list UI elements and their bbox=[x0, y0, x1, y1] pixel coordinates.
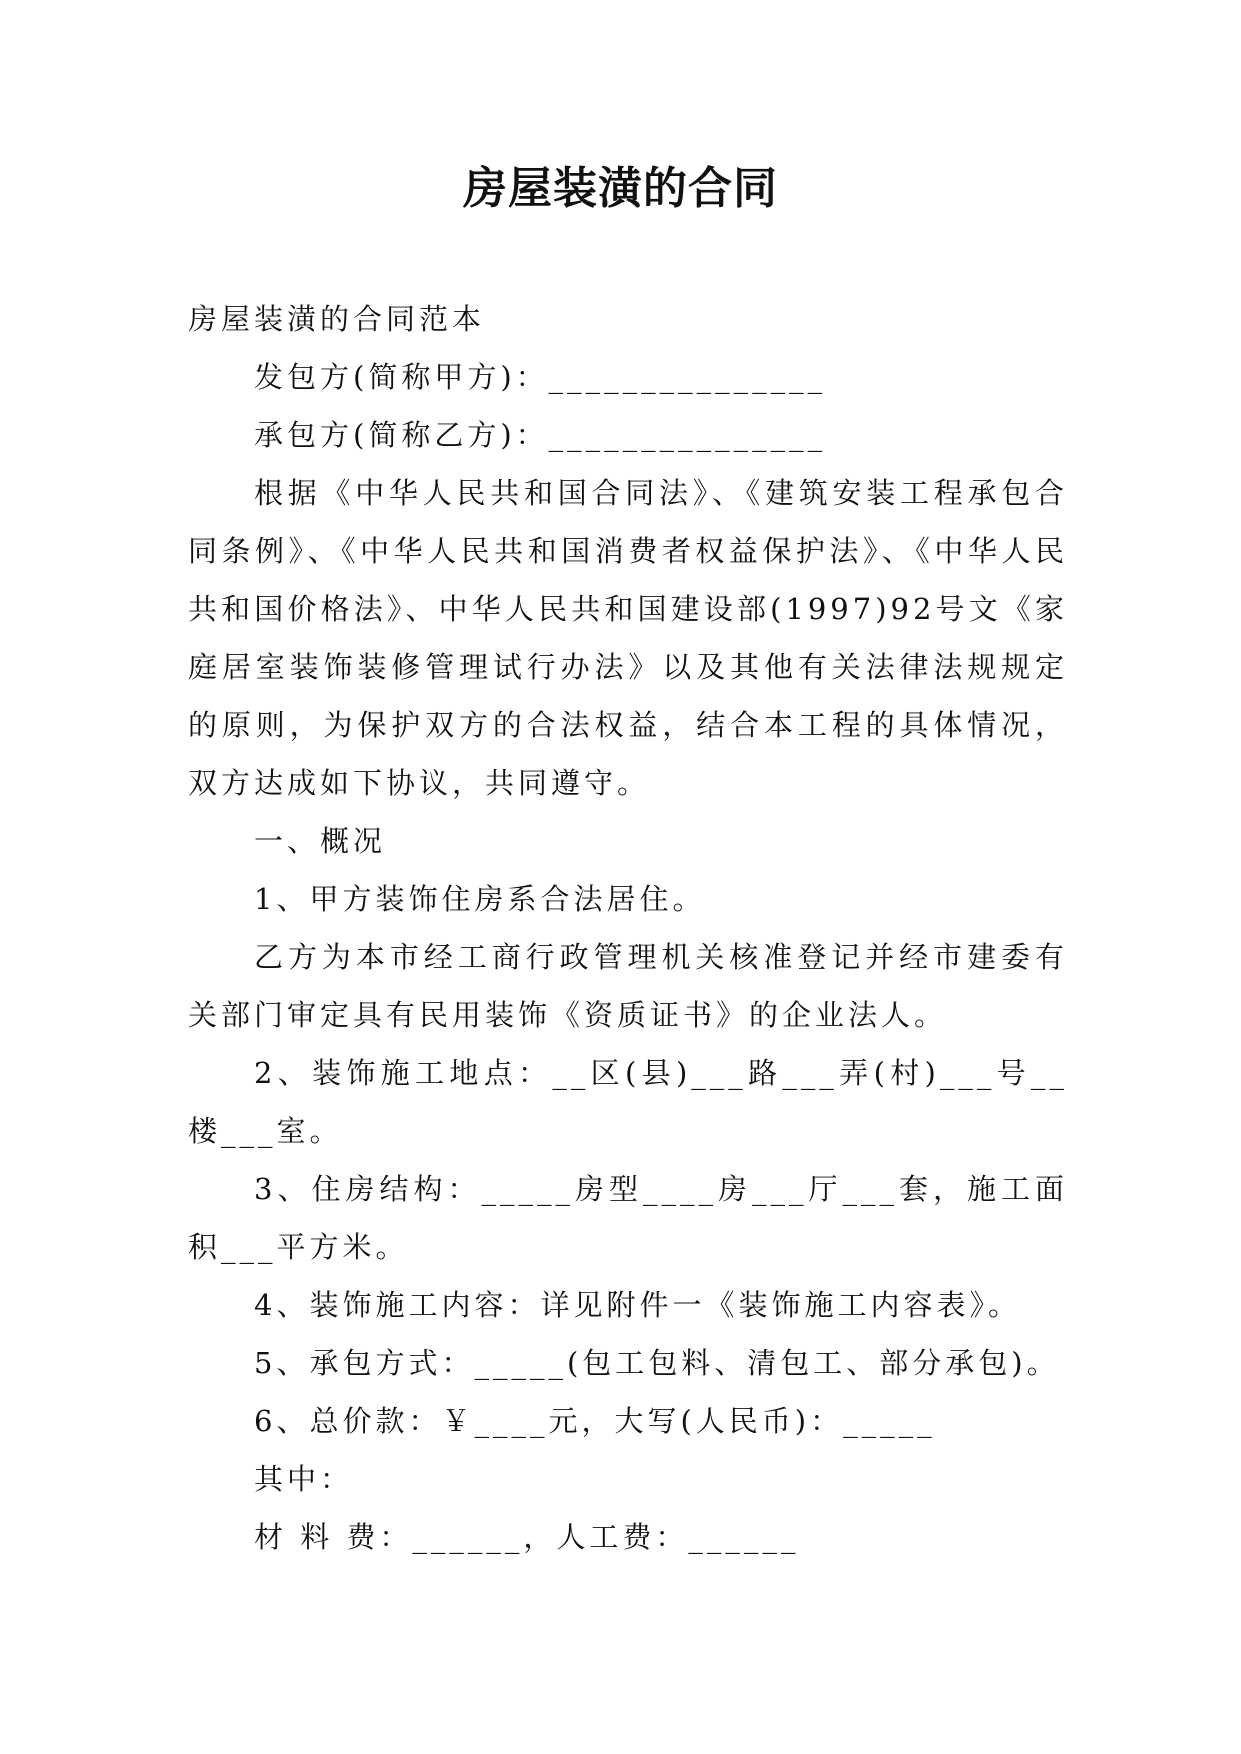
paragraph: 房屋装潢的合同范本 bbox=[188, 302, 486, 336]
paragraph: 发包方(简称甲方)：_______________ bbox=[254, 360, 827, 394]
paragraph: 5、承包方式：_____(包工包料、清包工、部分承包)。 bbox=[254, 1346, 1060, 1380]
paragraph: 乙方为本市经工商行政管理机关核准登记并经市建委有关部门审定具有民用装饰《资质证书》的企业法人。 bbox=[188, 940, 1068, 1032]
paragraph: 承包方(简称乙方)：_______________ bbox=[254, 418, 827, 452]
paragraph: 3、住房结构：_____房型____房___厅___套，施工面积___平方米。 bbox=[188, 1172, 1068, 1264]
document-title: 房屋装潢的合同 bbox=[463, 163, 778, 214]
paragraph: 材 料 费：______，人工费：______ bbox=[254, 1520, 800, 1554]
paragraph: 根据《中华人民共和国合同法》、《建筑安装工程承包合同条例》、《中华人民共和国消费者权益保护法》、《中华人民共和国价格法》、中华人民共和国建设部(1997)92号文《家庭居室装饰装修管理试行办法》以及其他有关法律法规规定的原则，为保护双方的合法权益，结合本工程的具体情况，双方达成如下协议，共同遵守。 bbox=[188, 476, 1068, 800]
paragraph: 一、概况 bbox=[254, 824, 387, 858]
paragraph: 4、装饰施工内容：详见附件一《装饰施工内容表》。 bbox=[254, 1288, 1021, 1322]
document-body bbox=[188, 290, 1068, 1566]
paragraph: 2、装饰施工地点：__区(县)___路___弄(村)___号__楼___室。 bbox=[188, 1056, 1068, 1148]
paragraph: 1、甲方装饰住房系合法居住。 bbox=[254, 882, 706, 916]
paragraph: 其中： bbox=[254, 1462, 354, 1496]
paragraph: 6、总价款：￥____元，大写(人民币)：_____ bbox=[254, 1404, 936, 1438]
